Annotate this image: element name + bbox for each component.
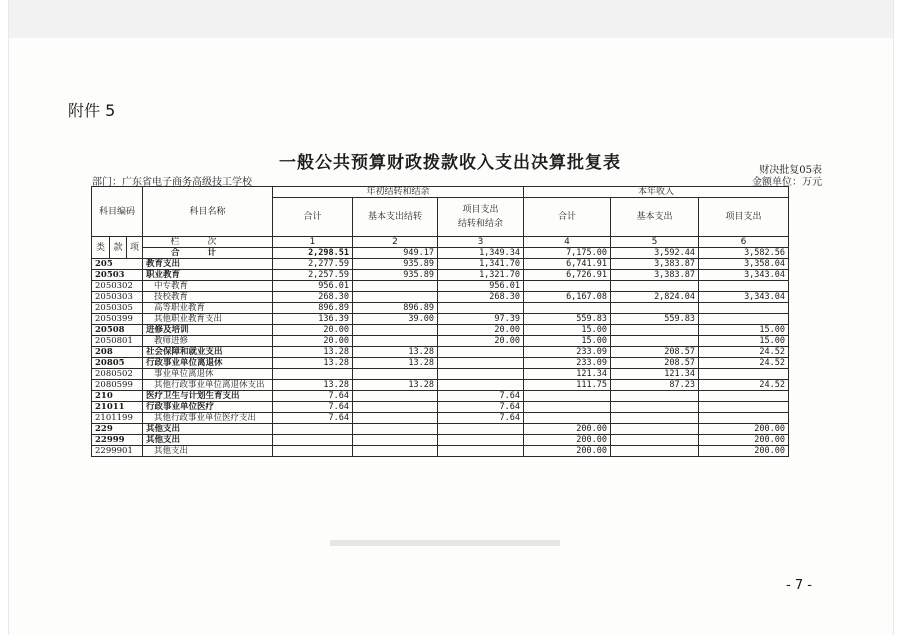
row-name: 社会保障和就业支出 <box>143 347 273 358</box>
scan-top-band <box>9 0 893 38</box>
total-cell: 7,175.00 <box>524 248 611 259</box>
row-name: 行政事业单位医疗 <box>143 402 273 413</box>
faded-text-artifact <box>330 540 560 546</box>
row-value <box>611 391 699 402</box>
row-value <box>611 446 699 457</box>
row-code: 2101199 <box>92 413 143 424</box>
row-value <box>438 303 524 314</box>
row-value <box>611 424 699 435</box>
row-value: 20.00 <box>438 336 524 347</box>
row-value: 39.00 <box>353 314 438 325</box>
approval-table <box>91 186 789 457</box>
row-value <box>353 369 438 380</box>
table-row <box>92 281 789 292</box>
total-cell: 3,592.44 <box>611 248 699 259</box>
table-row <box>92 270 789 281</box>
row-value <box>273 369 353 380</box>
row-value <box>353 391 438 402</box>
row-name: 行政事业单位离退休 <box>143 358 273 369</box>
row-value <box>611 325 699 336</box>
table-row <box>92 259 789 270</box>
header-total: 合计 <box>273 198 353 237</box>
row-value <box>699 413 789 424</box>
row-value: 2,277.59 <box>273 259 353 270</box>
row-value: 7.64 <box>273 402 353 413</box>
row-name: 其他职业教育支出 <box>143 314 273 325</box>
row-code: 2050302 <box>92 281 143 292</box>
total-label-a: 合 <box>171 248 208 258</box>
total-label-b: 计 <box>207 248 245 258</box>
table-row <box>92 369 789 380</box>
row-value <box>438 347 524 358</box>
row-value: 87.23 <box>611 380 699 391</box>
row-value: 20.00 <box>438 325 524 336</box>
row-value: 1,321.70 <box>438 270 524 281</box>
total-cell: 2,298.51 <box>273 248 353 259</box>
row-value: 200.00 <box>699 435 789 446</box>
row-value: 13.28 <box>273 358 353 369</box>
row-value <box>438 424 524 435</box>
row-value: 15.00 <box>699 325 789 336</box>
row-value <box>438 358 524 369</box>
row-value: 268.30 <box>438 292 524 303</box>
header-total2: 合计 <box>524 198 611 237</box>
row-code: 20805 <box>92 358 143 369</box>
total-cell: 3,582.56 <box>699 248 789 259</box>
header-project-carry-line2: 结转和结余 <box>458 219 504 229</box>
col-index-5: 5 <box>611 237 699 248</box>
row-value: 15.00 <box>699 336 789 347</box>
row-name: 其他支出 <box>143 424 273 435</box>
table-row <box>92 391 789 402</box>
col-index-4: 4 <box>524 237 611 248</box>
row-value: 896.89 <box>273 303 353 314</box>
row-code: 2050303 <box>92 292 143 303</box>
row-value: 200.00 <box>699 446 789 457</box>
row-value: 111.75 <box>524 380 611 391</box>
row-value: 7.64 <box>438 413 524 424</box>
row-value <box>353 281 438 292</box>
row-value: 3,383.87 <box>611 259 699 270</box>
row-value: 13.28 <box>273 380 353 391</box>
header-name: 科目名称 <box>143 187 273 237</box>
row-value <box>611 281 699 292</box>
row-value <box>524 281 611 292</box>
row-value: 15.00 <box>524 325 611 336</box>
row-name: 职业教育 <box>143 270 273 281</box>
row-name: 其他行政事业单位医疗支出 <box>143 413 273 424</box>
row-code: 2050801 <box>92 336 143 347</box>
row-value: 233.09 <box>524 358 611 369</box>
row-value <box>611 303 699 314</box>
row-name: 教育支出 <box>143 259 273 270</box>
header-project-carry <box>438 198 524 237</box>
row-value: 24.52 <box>699 380 789 391</box>
row-code: 210 <box>92 391 143 402</box>
header-lanci <box>143 237 273 248</box>
row-code: 21011 <box>92 402 143 413</box>
row-value: 7.64 <box>273 391 353 402</box>
row-value: 7.64 <box>273 413 353 424</box>
row-value: 6,741.91 <box>524 259 611 270</box>
row-value <box>611 413 699 424</box>
row-code: 2050399 <box>92 314 143 325</box>
row-value <box>611 402 699 413</box>
table-row <box>92 413 789 424</box>
row-value: 200.00 <box>699 424 789 435</box>
row-value <box>353 413 438 424</box>
header-xiang: 项 <box>127 237 143 259</box>
row-value <box>611 336 699 347</box>
row-code: 20503 <box>92 270 143 281</box>
header-kuan: 款 <box>110 237 127 259</box>
row-value: 13.28 <box>353 358 438 369</box>
row-value <box>438 369 524 380</box>
row-code: 208 <box>92 347 143 358</box>
row-name: 中专教育 <box>143 281 273 292</box>
row-value: 13.28 <box>273 347 353 358</box>
header-group-income: 本年收入 <box>524 187 789 198</box>
header-group-begin: 年初结转和结余 <box>273 187 524 198</box>
table-row <box>92 380 789 391</box>
row-value: 121.34 <box>611 369 699 380</box>
row-name: 进修及培训 <box>143 325 273 336</box>
row-value: 200.00 <box>524 435 611 446</box>
table-row <box>92 314 789 325</box>
row-code: 229 <box>92 424 143 435</box>
row-value: 3,383.87 <box>611 270 699 281</box>
row-value: 3,343.04 <box>699 270 789 281</box>
col-index-6: 6 <box>699 237 789 248</box>
table-row <box>92 402 789 413</box>
row-value <box>524 303 611 314</box>
row-value: 233.09 <box>524 347 611 358</box>
row-value: 7.64 <box>438 402 524 413</box>
row-value: 208.57 <box>611 358 699 369</box>
header-ci: 次 <box>207 237 245 247</box>
row-value: 24.52 <box>699 347 789 358</box>
header-basic-carry: 基本支出结转 <box>353 198 438 237</box>
row-value <box>273 424 353 435</box>
row-value <box>353 446 438 457</box>
row-name: 医疗卫生与计划生育支出 <box>143 391 273 402</box>
row-code: 2299901 <box>92 446 143 457</box>
row-value: 200.00 <box>524 446 611 457</box>
header-lan: 栏 <box>170 237 208 247</box>
row-name: 教师进修 <box>143 336 273 347</box>
row-value: 6,167.08 <box>524 292 611 303</box>
row-value: 2,824.04 <box>611 292 699 303</box>
row-value <box>353 325 438 336</box>
row-value <box>273 446 353 457</box>
row-value: 200.00 <box>524 424 611 435</box>
attachment-label: 附件 5 <box>68 101 116 120</box>
table-row <box>92 424 789 435</box>
row-value: 3,343.04 <box>699 292 789 303</box>
row-value: 121.34 <box>524 369 611 380</box>
col-index-3: 3 <box>438 237 524 248</box>
row-name: 高等职业教育 <box>143 303 273 314</box>
row-value: 1,341.70 <box>438 259 524 270</box>
total-label <box>143 248 273 259</box>
table-row <box>92 292 789 303</box>
row-value <box>438 446 524 457</box>
row-value: 268.30 <box>273 292 353 303</box>
row-value: 3,358.04 <box>699 259 789 270</box>
row-value: 935.89 <box>353 259 438 270</box>
total-cell: 949.17 <box>353 248 438 259</box>
row-value <box>353 402 438 413</box>
total-cell: 1,349.34 <box>438 248 524 259</box>
row-value <box>699 369 789 380</box>
row-value <box>699 402 789 413</box>
row-code: 205 <box>92 259 143 270</box>
row-value <box>438 380 524 391</box>
header-basic-exp: 基本支出 <box>611 198 699 237</box>
row-value <box>699 303 789 314</box>
department-label: 部门：广东省电子商务高级技工学校 <box>92 177 252 188</box>
row-name: 其他支出 <box>143 435 273 446</box>
row-value <box>699 391 789 402</box>
row-value: 136.39 <box>273 314 353 325</box>
table-row <box>92 358 789 369</box>
table-row <box>92 435 789 446</box>
row-value <box>353 435 438 446</box>
row-value: 24.52 <box>699 358 789 369</box>
row-name: 其他行政事业单位离退休支出 <box>143 380 273 391</box>
table-row <box>92 336 789 347</box>
form-number: 财决批复05表 <box>759 165 822 176</box>
row-value <box>353 292 438 303</box>
table-row <box>92 347 789 358</box>
col-index-2: 2 <box>353 237 438 248</box>
row-value: 956.01 <box>273 281 353 292</box>
row-code: 20508 <box>92 325 143 336</box>
row-value: 20.00 <box>273 325 353 336</box>
row-value: 13.28 <box>353 347 438 358</box>
header-project-exp: 项目支出 <box>699 198 789 237</box>
row-value: 208.57 <box>611 347 699 358</box>
row-name: 其他支出 <box>143 446 273 457</box>
row-value <box>611 435 699 446</box>
col-index-1: 1 <box>273 237 353 248</box>
table-row <box>92 303 789 314</box>
row-value <box>699 281 789 292</box>
row-code: 2050305 <box>92 303 143 314</box>
page-number: - 7 - <box>786 578 812 593</box>
row-value <box>524 402 611 413</box>
table-row <box>92 325 789 336</box>
row-value: 935.89 <box>353 270 438 281</box>
row-value: 97.39 <box>438 314 524 325</box>
table-row <box>92 446 789 457</box>
row-value: 20.00 <box>273 336 353 347</box>
row-value: 13.28 <box>353 380 438 391</box>
amount-unit: 金额单位：万元 <box>752 177 822 188</box>
header-project-carry-line1: 项目支出 <box>462 205 499 215</box>
row-value <box>524 391 611 402</box>
row-value: 896.89 <box>353 303 438 314</box>
row-value: 2,257.59 <box>273 270 353 281</box>
header-code: 科目编码 <box>92 187 143 237</box>
row-name: 事业单位离退休 <box>143 369 273 380</box>
row-value <box>273 435 353 446</box>
row-value: 7.64 <box>438 391 524 402</box>
row-code: 2080599 <box>92 380 143 391</box>
row-value <box>353 424 438 435</box>
header-lei: 类 <box>92 237 110 259</box>
row-value: 6,726.91 <box>524 270 611 281</box>
row-value <box>353 336 438 347</box>
row-value: 956.01 <box>438 281 524 292</box>
row-value <box>699 314 789 325</box>
row-value <box>438 435 524 446</box>
row-code: 2080502 <box>92 369 143 380</box>
row-value: 559.83 <box>611 314 699 325</box>
row-code: 22999 <box>92 435 143 446</box>
row-value <box>524 413 611 424</box>
row-name: 技校教育 <box>143 292 273 303</box>
row-value: 15.00 <box>524 336 611 347</box>
row-value: 559.83 <box>524 314 611 325</box>
page-title: 一般公共预算财政拨款收入支出决算批复表 <box>279 153 621 173</box>
